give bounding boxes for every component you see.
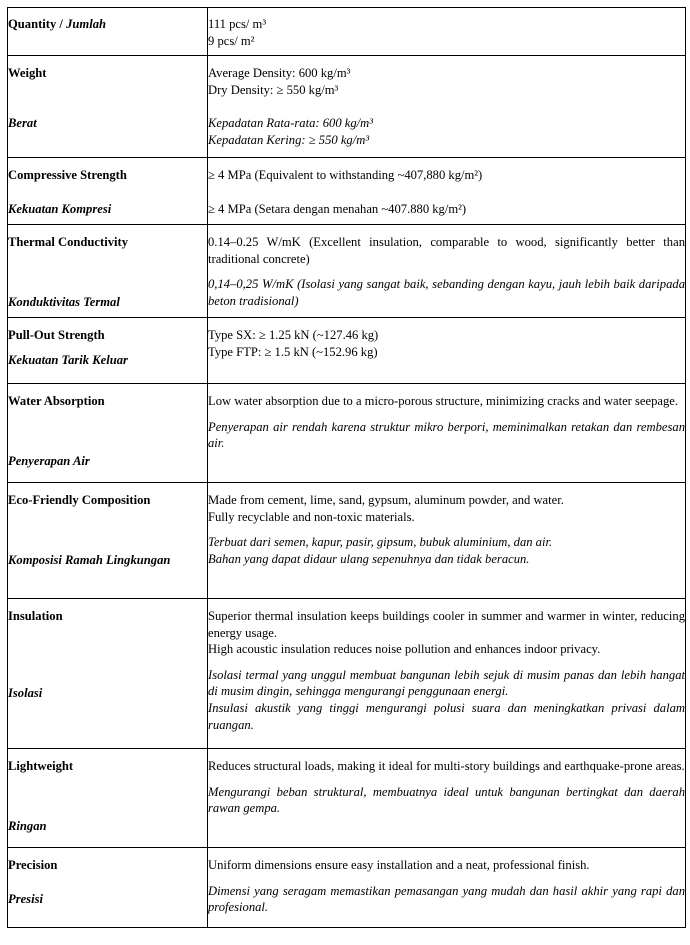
row-label-translation: Kekuatan Tarik Keluar — [8, 352, 128, 367]
value-line: 111 pcs/ m³ — [208, 17, 267, 31]
row-label-translation: Komposisi Ramah Lingkungan — [8, 552, 171, 567]
value-line-translation: Bahan yang dapat didaur ulang sepenuhnya dan tidak beracun. — [208, 551, 530, 566]
row-label-translation: Presisi — [8, 891, 43, 906]
value-line: Type FTP: ≥ 1.5 kN (~152.96 kg) — [208, 344, 378, 359]
row-value-cell — [208, 599, 686, 749]
row-value-cell — [208, 848, 686, 928]
row-label-cell — [8, 225, 208, 318]
row-label-cell — [8, 318, 208, 384]
value-line-translation: Terbuat dari semen, kapur, pasir, gipsum, bubuk aluminium, dan air. — [208, 535, 553, 550]
table-row — [8, 483, 686, 599]
row-label-cell — [8, 848, 208, 928]
value-line-translation: Kepadatan Kering: ≥ 550 kg/m³ — [208, 132, 370, 147]
value-text-translation: Dimensi yang seragam memastikan pemasangan yang mudah dan hasil akhir yang rapi dan profesional. — [208, 883, 685, 915]
value-text: Reduces structural loads, making it ideal for multi-story buildings and earthquake-prone areas. — [208, 759, 685, 773]
row-label-cell — [8, 749, 208, 848]
row-label: Compressive Strength — [8, 168, 127, 182]
row-label-translation: Berat — [8, 115, 37, 130]
row-label-cell — [8, 158, 208, 225]
table-row — [8, 318, 686, 384]
row-label-cell — [8, 8, 208, 56]
row-label: Lightweight — [8, 759, 74, 773]
row-value-cell — [208, 56, 686, 158]
row-label: Eco-Friendly Composition — [8, 493, 151, 507]
row-label: Insulation — [8, 609, 63, 623]
value-text-translation: Penyerapan air rendah karena struktur mikro berpori, meminimalkan retakan dan rembesan air. — [208, 419, 685, 451]
table-row — [8, 384, 686, 483]
row-label-translation: Penyerapan Air — [8, 453, 90, 468]
value-line: Fully recyclable and non-toxic materials. — [208, 509, 415, 524]
value-text: Uniform dimensions ensure easy installation and a neat, professional finish. — [208, 858, 590, 872]
row-label: Precision — [8, 858, 58, 872]
value-line-translation: Insulasi akustik yang tinggi mengurangi polusi suara dan meningkatkan privasi dalam ruangan. — [208, 700, 685, 732]
value-text: ≥ 4 MPa (Equivalent to withstanding ~407,880 kg/m²) — [208, 168, 483, 182]
row-label: Quantity / — [8, 17, 67, 31]
value-line: 9 pcs/ m² — [208, 33, 255, 48]
value-text: Low water absorption due to a micro-porous structure, minimizing cracks and water seepage. — [208, 394, 679, 408]
row-label: Water Absorption — [8, 394, 105, 408]
value-text-translation: 0,14–0,25 W/mK (Isolasi yang sangat baik, sebanding dengan kayu, jauh lebih baik daripada beton tradisional) — [208, 277, 685, 308]
value-line: Made from cement, lime, sand, gypsum, aluminum powder, and water. — [208, 493, 564, 507]
value-text-translation: Mengurangi beban struktural, membuatnya ideal untuk bangunan bertingkat dan daerah rawan gempa. — [208, 784, 685, 816]
row-label-cell — [8, 599, 208, 749]
row-label-translation: Kekuatan Kompresi — [8, 201, 112, 216]
row-value-cell — [208, 225, 686, 318]
row-value-cell — [208, 483, 686, 599]
row-value-cell — [208, 158, 686, 225]
spec-table — [7, 7, 686, 928]
row-value-cell — [208, 8, 686, 56]
value-line: Dry Density: ≥ 550 kg/m³ — [208, 82, 339, 97]
row-label: Pull-Out Strength — [8, 328, 105, 342]
row-label-cell — [8, 483, 208, 599]
value-line-translation: Kepadatan Rata-rata: 600 kg/m³ — [208, 116, 374, 131]
table-row — [8, 158, 686, 225]
value-line: High acoustic insulation reduces noise pollution and enhances indoor privacy. — [208, 642, 601, 657]
row-label-translation: Isolasi — [8, 685, 43, 700]
value-text: 0.14–0.25 W/mK (Excellent insulation, comparable to wood, significantly better than traditional concrete) — [208, 235, 685, 266]
row-value-cell — [208, 318, 686, 384]
row-label-translation: Ringan — [8, 818, 47, 833]
table-row — [8, 225, 686, 318]
row-value-cell — [208, 749, 686, 848]
value-line: Superior thermal insulation keeps buildings cooler in summer and warmer in winter, reducing energy usage. — [208, 609, 685, 640]
row-label-translation: Konduktivitas Termal — [8, 294, 120, 309]
table-row — [8, 56, 686, 158]
table-row — [8, 749, 686, 848]
row-label: Thermal Conductivity — [8, 235, 128, 249]
value-line-translation: Isolasi termal yang unggul membuat bangunan lebih sejuk di musim panas dan lebih hangat di musim dingin, sehingga mengurangi penggunaan energi. — [208, 667, 685, 699]
row-label: Weight — [8, 66, 47, 80]
table-row — [8, 599, 686, 749]
row-label-cell — [8, 56, 208, 158]
table-row — [8, 848, 686, 928]
value-text-translation: ≥ 4 MPa (Setara dengan menahan ~407.880 kg/m²) — [208, 201, 467, 216]
row-label-translation: Jumlah — [66, 17, 106, 31]
table-row — [8, 8, 686, 56]
row-value-cell — [208, 384, 686, 483]
value-line: Type SX: ≥ 1.25 kN (~127.46 kg) — [208, 328, 379, 342]
row-label-cell — [8, 384, 208, 483]
value-line: Average Density: 600 kg/m³ — [208, 66, 351, 80]
